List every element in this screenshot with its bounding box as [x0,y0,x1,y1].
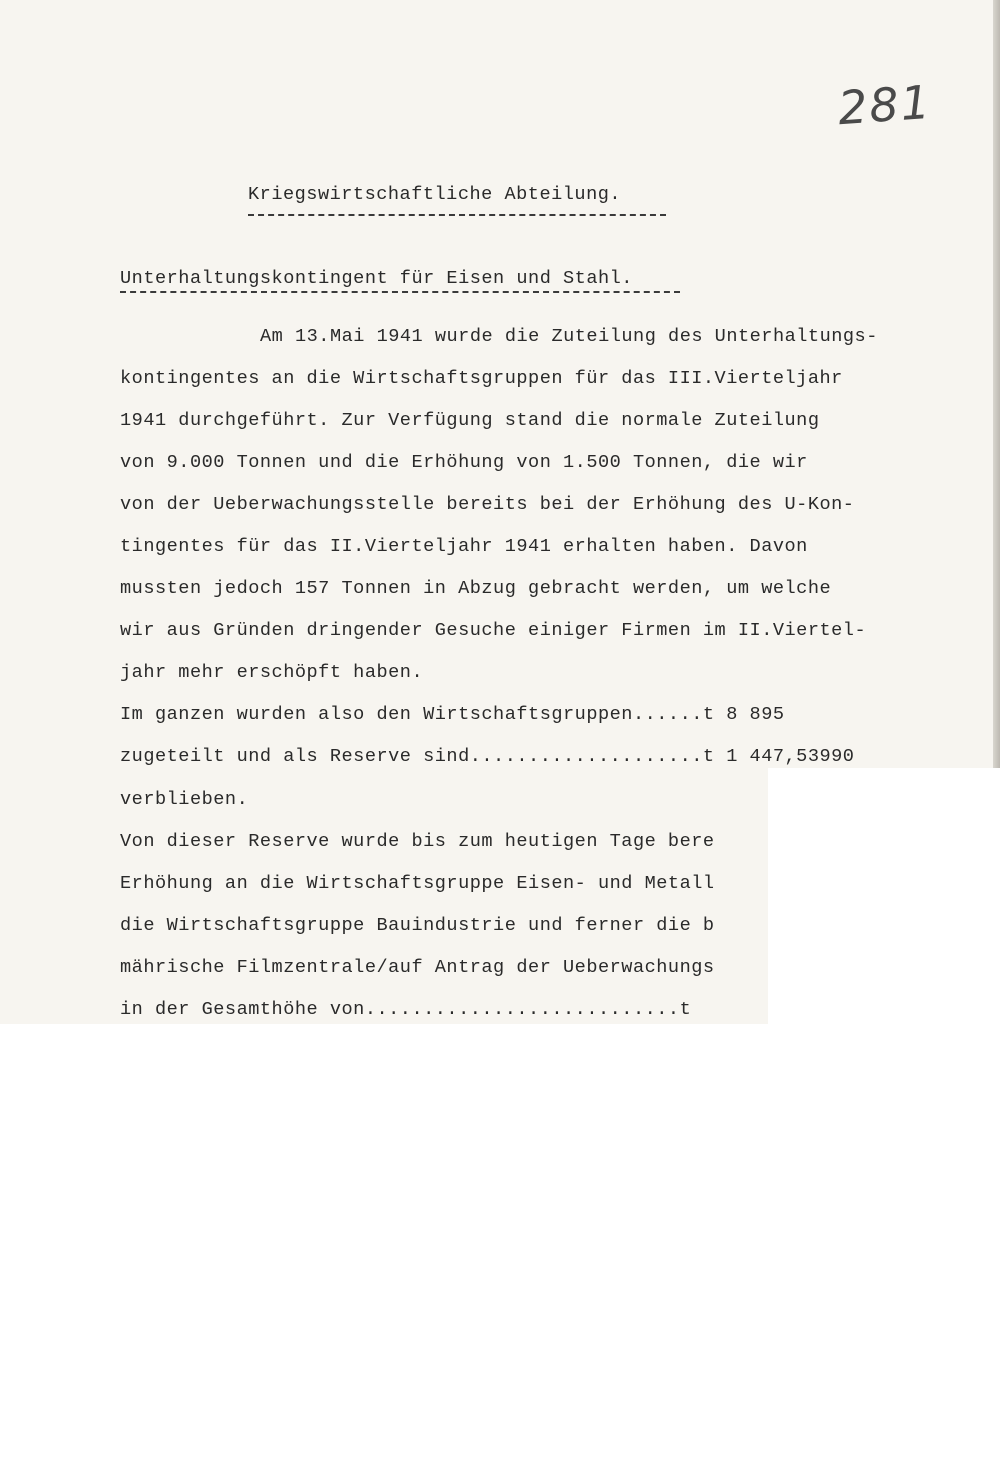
heading-underline [248,214,666,216]
handwritten-page-number: 281 [836,74,934,136]
body-line: die Wirtschaftsgruppe Bauindustrie und ferner die b [120,915,715,936]
body-line: tingentes für das II.Vierteljahr 1941 erhalten haben. Davon [120,536,808,557]
body-line: Am 13.Mai 1941 wurde die Zuteilung des Unterhaltungs- [260,326,878,347]
body-line: wir aus Gründen dringender Gesuche einiger Firmen im II.Viertel- [120,620,867,641]
body-line: mährische Filmzentrale/auf Antrag der Ueberwachungs [120,957,715,978]
body-line: 1941 durchgeführt. Zur Verfügung stand die normale Zuteilung [120,410,820,431]
body-line: verblieben. [120,789,249,810]
subheading-underline [120,291,680,293]
body-line: Im ganzen wurden also den Wirtschaftsgruppen......t 8 895 [120,704,785,725]
heading: Kriegswirtschaftliche Abteilung. [248,184,622,205]
body-line: zugeteilt und als Reserve sind....................t 1 447,53990 [120,746,855,767]
body-line: Erhöhung an die Wirtschaftsgruppe Eisen- und Metall [120,873,715,894]
body-line: Von dieser Reserve wurde bis zum heutigen Tage bere [120,831,715,852]
blank-area-bottom [0,1024,1000,1474]
body-line: von 9.000 Tonnen und die Erhöhung von 1.500 Tonnen, die wir [120,452,808,473]
body-line: jahr mehr erschöpft haben. [120,662,424,683]
body-line: kontingentes an die Wirtschaftsgruppen für das III.Vierteljahr [120,368,843,389]
body-line: mussten jedoch 157 Tonnen in Abzug gebracht werden, um welche [120,578,832,599]
blank-area-right [768,768,1000,1024]
body-line: in der Gesamthöhe von...........................t [120,999,692,1020]
page-edge-shadow [993,0,1000,768]
body-line: von der Ueberwachungsstelle bereits bei der Erhöhung des U-Kon- [120,494,855,515]
subheading: Unterhaltungskontingent für Eisen und Stahl. [120,268,633,289]
